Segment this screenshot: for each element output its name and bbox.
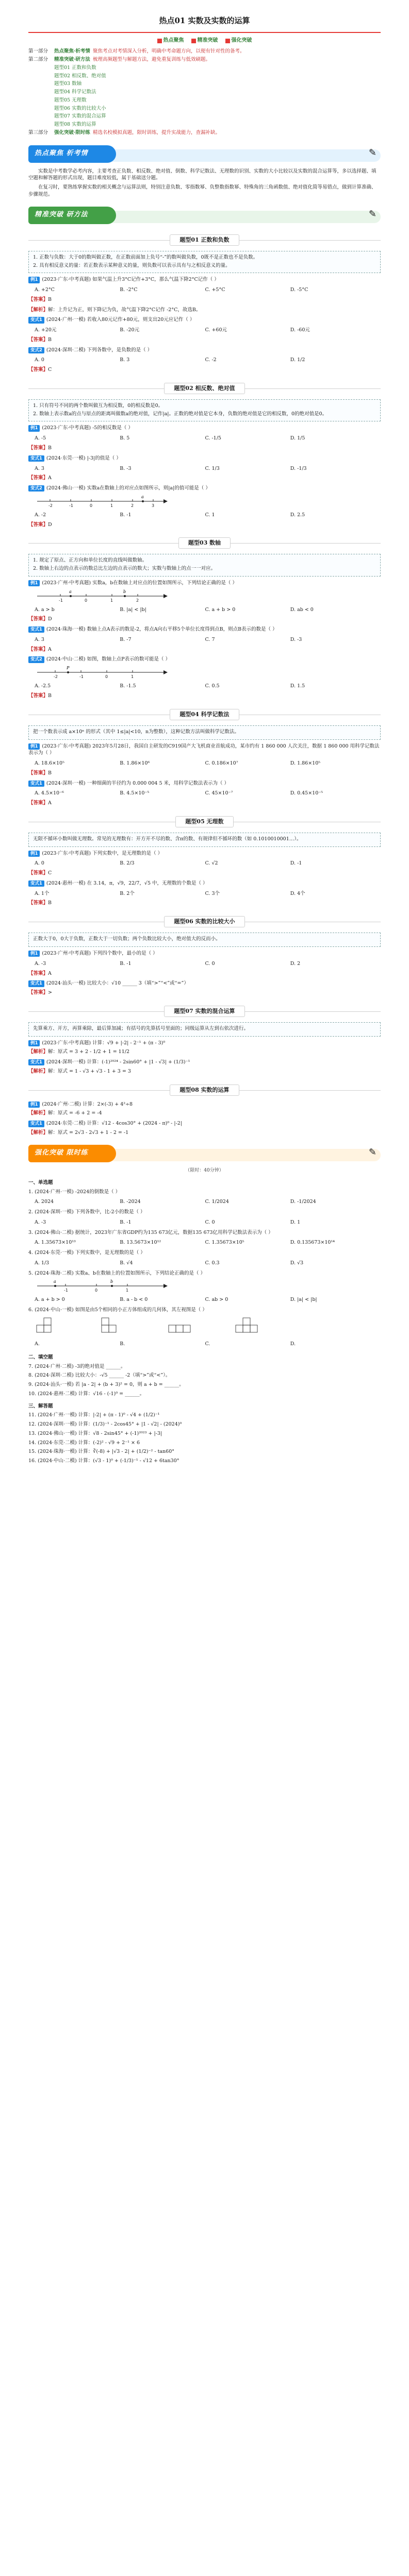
question: 例1 (2024·广州·二模) 计算：2×(-3) + 4²÷8 bbox=[28, 1101, 381, 1108]
question: 11. (2024·广州·一模) 计算：|-2| + (π - 1)⁰ - √4 + (1/2)⁻¹ bbox=[28, 1412, 160, 1418]
options: A. 1.35673×10¹³ B. 13.5673×10¹² C. 1.35673×10⁵ D. 0.135673×10¹⁴ bbox=[35, 1240, 335, 1246]
answer: 【答案】C bbox=[28, 870, 52, 876]
question: 例1 (2023·广州·中考真题) 下列四个数中，最小的是（ ） bbox=[28, 950, 381, 957]
answer: 【答案】> bbox=[28, 990, 52, 996]
question: 变式1 (2024·东莞·一模) |-3|的值是（ ） bbox=[28, 455, 381, 462]
svg-text:1: 1 bbox=[126, 1288, 129, 1293]
topic-header: 题型06 实数的比较大小 bbox=[28, 916, 381, 927]
table-of-contents bbox=[28, 47, 381, 137]
toc-row: 第三部分 强化突破·限时练 精选名校模拟真题，限时训练，提升实战能力，查漏补缺。 bbox=[28, 129, 221, 135]
answer: 【答案】B bbox=[28, 900, 52, 906]
topic-header: 题型02 相反数、绝对值 bbox=[28, 383, 381, 394]
answer: 【答案】D bbox=[28, 521, 52, 528]
options: A. +20元 B. -20元 C. +60元 D. -60元 bbox=[35, 327, 310, 333]
options: A. -5 B. 5 C. -1/5 D. 1/5 bbox=[35, 435, 305, 442]
options: A. 1/3 B. √4 C. 0.3 D. √3 bbox=[35, 1260, 304, 1266]
question: 变式1 (2024·珠海·一模) 数轴上点A表示的数是-2，将点A向右平移5个单位长度得到点B，则点B表示的数是（ ） bbox=[28, 626, 381, 633]
question: 变式2 (2024·中山·二模) 如图，数轴上点P表示的数可能是（ ） bbox=[28, 656, 381, 663]
options: A. 3 B. -3 C. 1/3 D. -1/3 bbox=[35, 465, 307, 471]
number-line-figure bbox=[35, 665, 169, 680]
svg-text:-1: -1 bbox=[59, 598, 63, 603]
svg-text:2: 2 bbox=[136, 598, 139, 603]
contents-tabs bbox=[28, 37, 381, 45]
svg-text:a: a bbox=[141, 494, 144, 499]
topic-header: 题型01 正数和负数 bbox=[28, 234, 381, 246]
options: A. -3 B. -1 C. 0 D. 1 bbox=[35, 1219, 301, 1225]
question: 变式1 (2024·东莞·二模) 计算：√12 - 4cos30° + (2024 - π)⁰ - |-2| bbox=[28, 1120, 381, 1127]
answer: 【答案】A bbox=[28, 800, 52, 806]
tab-focus: 热点聚焦 bbox=[157, 37, 184, 45]
options: A. 18.6×10⁵ B. 1.86×10⁶ C. 0.186×10⁷ D. 1.86×10⁵ bbox=[35, 760, 321, 767]
solution: 【解析】解：原式 = 3 + 2 - 1/2 + 1 = 11/2 bbox=[28, 1049, 130, 1055]
options: A. a + b > 0 B. a - b < 0 C. ab > 0 D. |a| < |b| bbox=[35, 1297, 317, 1303]
question: 变式1 (2024·深圳·一模) 计算：(-1)²⁰²⁴ - 2sin60° + |1 - √3| + (1/3)⁻¹ bbox=[28, 1059, 381, 1066]
section-single-choice: 一、单选题 bbox=[28, 1179, 53, 1185]
answer: 【答案】B bbox=[28, 296, 52, 302]
pencil-icon: ✎ bbox=[368, 147, 377, 158]
topic-header: 题型08 实数的运算 bbox=[28, 1084, 381, 1096]
answer: 【答案】A bbox=[28, 646, 52, 652]
topic-header: 题型05 无理数 bbox=[28, 816, 381, 827]
knowledge-box: 把一个数表示成 a×10ⁿ 的形式（其中 1≤|a|<10，n为整数），这种记数方法叫做科学记数法。 bbox=[28, 725, 381, 740]
topic-header: 题型04 科学记数法 bbox=[28, 709, 381, 720]
title-rule bbox=[28, 32, 381, 33]
topic-header: 题型03 数轴 bbox=[28, 537, 381, 549]
svg-text:a: a bbox=[54, 1279, 56, 1284]
knowledge-box: 先算乘方、开方，再算乘除，最后算加减；有括号的先算括号里面的；同级运算从左到右依次进行。 bbox=[28, 1022, 381, 1037]
cube-figures bbox=[35, 1316, 323, 1340]
question: 9. (2024·汕头·一模) 若 |a - 2| + (b + 3)² = 0，则 a + b = ______。 bbox=[28, 1382, 184, 1388]
knowledge-box: 1. 规定了原点、正方向和单位长度的直线叫做数轴。 2. 数轴上右边的点表示的数总比左边的点表示的数大；实数与数轴上的点一一对应。 bbox=[28, 554, 381, 577]
svg-text:b: b bbox=[110, 1279, 113, 1284]
options: A. +2°C B. -2°C C. +5°C D. -5°C bbox=[35, 287, 308, 293]
svg-text:0: 0 bbox=[95, 1288, 98, 1293]
question: 例1 (2023·广东·中考真题) 2023年5月28日，我国自主研发的C919国产大飞机商业首航成功，某市约有 1 860 000 人次关注，数据 1 860 000 用科学记数法表示为（ ） bbox=[28, 743, 380, 756]
solution: 【解析】解：原式 = 1 - √3 + √3 - 1 + 3 = 3 bbox=[28, 1068, 131, 1074]
svg-text:1: 1 bbox=[131, 674, 134, 680]
tab-breakthrough: 精准突破 bbox=[191, 37, 218, 45]
toc-row: 第二部分 精准突破·研方法 梳理高频题型与解题方法，避免重复训练与低效刷题。 bbox=[28, 57, 211, 63]
answer: 【答案】B bbox=[28, 770, 52, 776]
toc-subitems: 题型01 正数和负数 题型02 相反数、绝对值 题型03 数轴 题型04 科学记数法 题型05 无理数 题型06 实数的比较大小 题型07 实数的混合运算 题型08 实数的运算 bbox=[54, 64, 106, 128]
question: 例1 (2023·广东·中考真题) -5的相反数是（ ） bbox=[28, 425, 381, 432]
tab-practice: 强化突破 bbox=[225, 37, 252, 45]
question: 变式1 (2024·广州·一模) 若收入80元记作+80元，则支出20元应记作（ ） bbox=[28, 316, 381, 324]
svg-text:1: 1 bbox=[110, 598, 113, 603]
question: 8. (2024·深圳·二模) 比较大小：-√5 ______ -2（填“>”或“<”）。 bbox=[28, 1372, 171, 1379]
question: 变式1 (2024·深圳·一模) 一种细菌的半径约为 0.000 004 5 米，用科学记数法表示为（ ） bbox=[28, 780, 381, 787]
svg-text:-2: -2 bbox=[48, 503, 53, 508]
solution: 【解析】解：原式 = -6 + 2 = -4 bbox=[28, 1110, 102, 1116]
knowledge-box: 1. 正数与负数：大于0的数叫做正数，在正数前面加上负号“-”的数叫做负数，0既不是正数也不是负数。 2. 具有相反意义的量：若正数表示某种意义的量，则负数可以表示具有与之相反意义的量。 bbox=[28, 251, 381, 274]
question: 13. (2024·佛山·一模) 计算：√8 - 2sin45° + (-1)²⁰²³ + |-3| bbox=[28, 1430, 162, 1436]
pencil-icon: ✎ bbox=[368, 1146, 377, 1158]
answer: 【答案】B bbox=[28, 445, 52, 451]
answer: 【答案】B bbox=[28, 693, 52, 699]
options: A. a > b B. |a| < |b| C. a + b > 0 D. ab < 0 bbox=[35, 606, 314, 613]
question: 5. (2024·珠海·二模) 实数a、b在数轴上的位置如图所示，下列结论正确的是（ ） bbox=[28, 1270, 205, 1276]
intro-text: 实数是中考数学必考内容，主要考查正负数、相反数、绝对值、倒数、科学记数法、无理数的识别、实数的大小比较以及实数的混合运算等，多以选择题、填空题和解答题的形式出现，题目难度较低，属于基础送分题。 在复习时，要熟练掌握实数的相关概念与运算法则，特别注意负数、零指数幂、负整数指数幂、特殊角的三角函数值、绝对值化简等易错点，做到计算准确、步骤规范。 bbox=[28, 168, 377, 197]
section-fill-blank: 二、填空题 bbox=[28, 1354, 53, 1360]
banner-focus: 热点聚焦 析考情 ✎ bbox=[28, 144, 381, 164]
solution: 【解析】解：原式 = 2√3 - 2√3 + 1 - 2 = -1 bbox=[28, 1129, 129, 1136]
svg-text:0: 0 bbox=[105, 674, 108, 680]
svg-text:3: 3 bbox=[152, 503, 155, 508]
question: 变式1 (2024·汕头·一模) 比较大小：√10 ______ 3（填“>”“<”或“=”） bbox=[28, 980, 381, 987]
options: A. 4.5×10⁻⁶ B. 4.5×10⁻⁵ C. 45×10⁻⁷ D. 0.45×10⁻⁵ bbox=[35, 790, 323, 796]
question: 15. (2024·珠海·一模) 计算：∛(-8) + |√3 - 2| + (1/2)⁻² - tan60° bbox=[28, 1449, 175, 1455]
question: 4. (2024·东莞·一模) 下列实数中，是无理数的是（ ） bbox=[28, 1250, 145, 1256]
knowledge-box: 1. 只有符号不同的两个数叫做互为相反数，0的相反数是0。 2. 数轴上表示数a的点与原点的距离叫做数a的绝对值，记作|a|。正数的绝对值是它本身，负数的绝对值是它的相反数，0的绝对值是0。 bbox=[28, 399, 381, 422]
question: 7. (2024·广州·二模) -3的绝对值是 ______。 bbox=[28, 1363, 126, 1369]
question: 例1 (2023·广州·中考真题) 实数a，b在数轴上对应点的位置如图所示，下列结论正确的是（ ） bbox=[28, 580, 381, 587]
banner-methods: 精准突破 研方法 ✎ bbox=[28, 206, 381, 225]
options: A. 3 B. -7 C. 7 D. -3 bbox=[35, 636, 302, 642]
time-limit: （限时：40分钟） bbox=[185, 1167, 224, 1173]
options: A. -2 B. -1 C. 1 D. 2.5 bbox=[35, 512, 305, 518]
svg-text:-2: -2 bbox=[54, 674, 58, 680]
question: 变式2 (2024·深圳·二模) 下列各数中，是负数的是（ ） bbox=[28, 347, 381, 354]
answer: 【答案】A bbox=[28, 475, 52, 481]
options: A. 2024 B. -2024 C. 1/2024 D. -1/2024 bbox=[35, 1199, 316, 1205]
question: 3. (2024·佛山·二模) 据统计，2023年广东省GDP约为135 673亿元，数据135 673亿用科学记数法表示为（ ） bbox=[28, 1229, 273, 1235]
svg-text:-1: -1 bbox=[69, 503, 73, 508]
svg-text:b: b bbox=[123, 589, 126, 594]
question: 14. (2024·东莞·二模) 计算：(-2)² - √9 + 2⁻¹ × 6 bbox=[28, 1439, 140, 1446]
question: 例1 (2023·广东·中考真题) 计算：√9 + |-2| - 2⁻¹ + (π - 3)⁰ bbox=[28, 1040, 381, 1047]
question: 例1 (2023·广东·中考真题) 如果气温上升3°C记作+3°C，那么气温下降2°C记作（ ） bbox=[28, 276, 381, 283]
question: 2. (2024·深圳·一模) 下列各数中，比-2小的数是（ ） bbox=[28, 1209, 145, 1215]
question: 6. (2024·中山·一模) 如图是由5个相同的小正方体组成的几何体，其左视图是（ ） bbox=[28, 1307, 207, 1313]
number-line-figure bbox=[35, 589, 169, 603]
doc-title: 热点01 实数及实数的运算 bbox=[159, 16, 250, 25]
solution: 【解析】解：上升记为正，则下降记为负，故气温下降2°C记作 -2°C，故选B。 bbox=[28, 307, 201, 313]
options: A. -2.5 B. -1.5 C. 0.5 D. 1.5 bbox=[35, 683, 305, 689]
question: 变式1 (2024·惠州·一模) 在 3.14，π，√9，22/7，√5 中，无理数的个数是（ ） bbox=[28, 880, 381, 887]
question: 1. (2024·广州·一模) -2024的倒数是（ ） bbox=[28, 1189, 121, 1195]
svg-text:0: 0 bbox=[90, 503, 93, 508]
svg-text:0: 0 bbox=[85, 598, 88, 603]
pencil-icon: ✎ bbox=[368, 208, 377, 219]
question: 12. (2024·深圳·一模) 计算：(1/3)⁻¹ - 2cos45° + |1 - √2| - (2024)⁰ bbox=[28, 1421, 182, 1428]
question: 16. (2024·中山·二模) 计算：(√3 - 1)⁰ + (-1/3)⁻¹ - √12 + 6tan30° bbox=[28, 1458, 179, 1464]
svg-text:-1: -1 bbox=[64, 1288, 68, 1293]
options: A. 0 B. 2/3 C. √2 D. -1 bbox=[35, 860, 302, 867]
knowledge-box: 正数大于0，0大于负数，正数大于一切负数；两个负数比较大小，绝对值大的反而小。 bbox=[28, 933, 381, 947]
topic-header: 题型07 实数的混合运算 bbox=[28, 1006, 381, 1017]
answer: 【答案】D bbox=[28, 616, 52, 622]
svg-text:P: P bbox=[67, 666, 70, 671]
svg-text:2: 2 bbox=[131, 503, 134, 508]
banner-practice: 强化突破 限时练 ✎ bbox=[28, 1144, 381, 1163]
question: 变式2 (2024·佛山·一模) 实数a在数轴上的对应点如图所示，则|a|的值可能是（ ） bbox=[28, 485, 381, 492]
question: 例1 (2023·广东·中考真题) 下列实数中，是无理数的是（ ） bbox=[28, 850, 381, 857]
svg-text:a: a bbox=[69, 589, 72, 594]
section-answer: 三、解答题 bbox=[28, 1403, 53, 1409]
svg-text:1: 1 bbox=[110, 503, 113, 508]
question: 10. (2024·惠州·二模) 计算：√16 - (-1)⁰ = ______。 bbox=[28, 1391, 145, 1397]
toc-row: 第一部分 热点聚焦·析考情 聚焦考点对考情深入分析，明确中考命题方向，以便有针对性的备考。 bbox=[28, 48, 245, 55]
number-line-figure bbox=[35, 1279, 169, 1293]
answer: 【答案】C bbox=[28, 367, 52, 373]
options: A. 1个 B. 2个 C. 3个 D. 4个 bbox=[35, 890, 305, 896]
number-line-figure bbox=[35, 494, 169, 509]
answer: 【答案】A bbox=[28, 970, 52, 976]
knowledge-box: 无限不循环小数叫做无理数。常见的无理数有：开方开不尽的数、含π的数、有规律但不循环的数（如 0.1010010001…）。 bbox=[28, 833, 381, 847]
options: A. -3 B. -1 C. 0 D. 2 bbox=[35, 960, 301, 967]
svg-text:-1: -1 bbox=[79, 674, 84, 680]
answer: 【答案】B bbox=[28, 336, 52, 343]
options: A. B. C. D. bbox=[35, 1341, 296, 1347]
options: A. 0 B. 3 C. -2 D. 1/2 bbox=[35, 357, 305, 363]
